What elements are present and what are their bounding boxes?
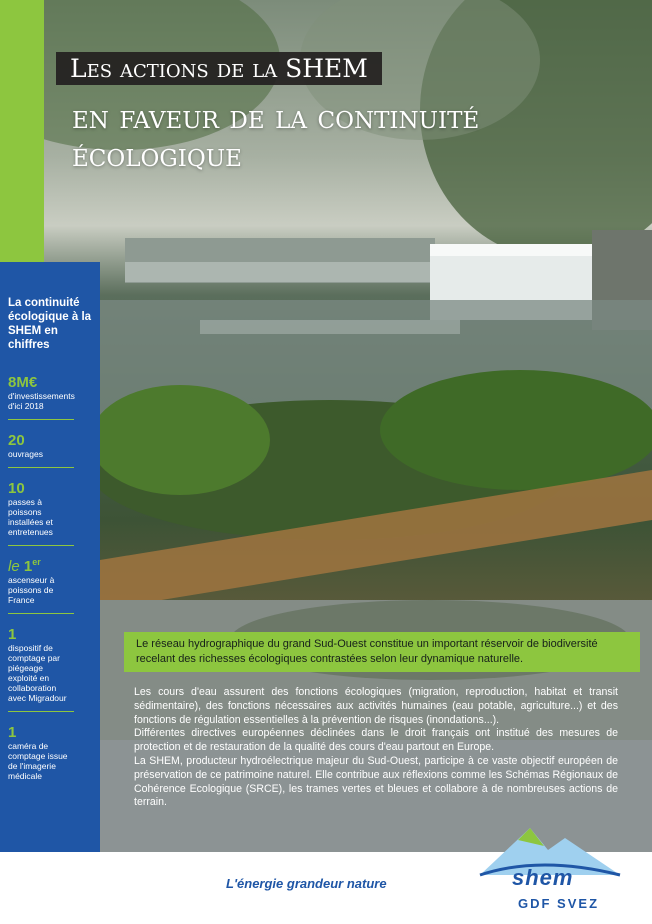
stat-description: ouvrages <box>8 449 43 459</box>
sidebar-title: La continuité écologique à la SHEM en chiffres <box>8 297 92 351</box>
stat-value: 1 <box>23 558 33 575</box>
stat-value: 10 <box>8 480 25 497</box>
shem-logo <box>470 820 646 924</box>
stat-item <box>8 476 74 546</box>
intro-highlight: Le réseau hydrographique du grand Sud-Ouest constitue un important réservoir de biodiversité recelant des richesses écologiques contrastées selon leur dynamique naturelle. <box>124 632 640 672</box>
header-title-line2: en faveur de la continuité écologique <box>72 97 480 174</box>
stat-item: le 1er ascenseur à poissons de France <box>8 554 74 614</box>
stat-description: ascenseur à poissons de France <box>8 575 55 605</box>
stat-item <box>8 428 74 468</box>
body-paragraph: Les cours d'eau assurent des fonctions écologiques (migration, reproduction, habitat et transit sédimentaire), des fonctions nécessaires aux activités humaines (eau potable, agriculture...) et des fonctions de régulation essentielles à la prévention de risques (inondations...). <box>134 686 618 726</box>
body-text <box>134 686 618 810</box>
body-paragraph: La SHEM, producteur hydroélectrique majeur du Sud-Ouest, participe à ce vaste objectif européen de préservation de ce patrimoine naturel. Elle contribue aux réflexions comme les Schémas Régionaux de Cohérence Ecologique (SRCE), les trames vertes et bleues et collabore à de nombreuses actions de terrain. <box>134 754 618 809</box>
stat-description: dispositif de comptage par piégeage exploité en collaboration avec Migradour <box>8 643 67 703</box>
stat-value: 8M€ <box>8 374 38 391</box>
stat-value: 20 <box>8 432 25 449</box>
stat-description: d'investissements d'ici 2018 <box>8 391 75 411</box>
stat-value: 1 <box>8 626 17 643</box>
stat-item <box>8 622 74 712</box>
logo-subtitle: GDF SVEZ <box>518 896 600 911</box>
logo-wordmark: shem <box>512 865 574 890</box>
body-paragraph: Différentes directives européennes déclinées dans le droit français ont institué des mesures de protection et de restauration de la qualité des cours d'eau partout en Europe. <box>134 727 618 754</box>
stat-value: 1 <box>8 724 17 741</box>
footer-slogan: L'énergie grandeur nature <box>226 876 387 891</box>
stat-description: passes à poissons installées et entretenues <box>8 497 53 537</box>
accent-bar <box>0 0 44 262</box>
stats-sidebar <box>0 262 100 852</box>
stat-item <box>8 370 74 420</box>
header-title-line1: Les actions de la SHEM <box>56 52 382 85</box>
stat-item <box>8 720 74 789</box>
stat-description: caméra de comptage issue de l'imagerie médicale <box>8 741 68 781</box>
